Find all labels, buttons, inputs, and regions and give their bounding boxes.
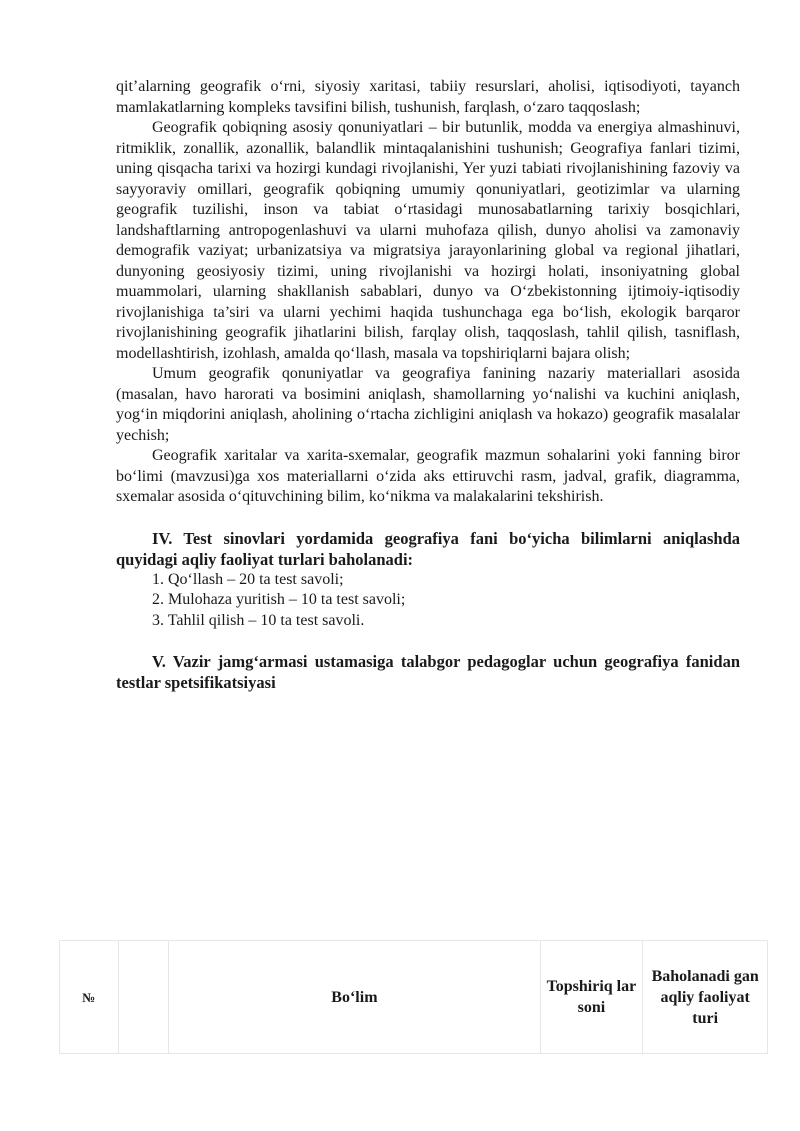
paragraph-maps: Geografik xaritalar va xarita-sxemalar, geografik mazmun sohalarini yoki fanning biror bo‘limi (mavzusi)ga xos materiallarni o‘zida aks ettiruvchi rasm, jadval, grafik, diagramma, sxemalar asosida o‘qituvchining bilim, ko‘nikma va malakalarini tekshirish. [116, 447, 740, 505]
header-section: Bo‘lim [169, 941, 540, 1054]
paragraph-general-laws: Umum geografik qonuniyatlar va geografiya fanining nazariy materiallari asosida (masalan, havo harorati va bosimini aniqlash, shamollarning yo‘nalishi va kuchini aniqlash, yog‘in miqdorini aniqlash, aholining o‘rtacha zichligini aniqlash va hokazo) geografik masalalar yechish; [116, 365, 740, 444]
header-activity-type: Baholanadi gan aqliy faoliyat turi [643, 941, 768, 1054]
list-item: 3. Tahlil qilish – 10 ta test savoli. [152, 611, 365, 629]
header-blank [118, 941, 169, 1054]
paragraph-continuation: qit’alarning geografik o‘rni, siyosiy xaritasi, tabiiy resurslari, aholisi, iqtisodiyoti, tayanch mamlakatlarning kompleks tavsifini bilish, tushunish, farqlash, o‘zaro taqqoslash; [116, 78, 740, 116]
list-item: 2. Mulohaza yuritish – 10 ta test savoli; [152, 591, 406, 608]
table-header-row [60, 941, 768, 1054]
spacer [116, 631, 740, 651]
specification-table [59, 940, 768, 1054]
document-body [116, 77, 740, 693]
header-number: № [60, 941, 119, 1054]
section-4-heading: IV. Test sinovlari yordamida geografiya fani bo‘yicha bilimlarni aniqlashda quyidagi aqliy faoliyat turlari baholanadi: [116, 528, 740, 569]
header-task-count: Topshiriq lar soni [540, 941, 643, 1054]
paragraph-geographic-envelope: Geografik qobiqning asosiy qonuniyatlari – bir butunlik, modda va energiya almashinuvi, ritmiklik, zonallik, azonallik, balandlik mintaqalanishini tushunish; Geografiya fanlari tizimi, uning qisqacha tarixi va hozirgi kundagi rivojlanishi, Yer yuzi tabiati rivojlanishining fazoviy va sayyoraviy omillari, geografik qobiqning umumiy qonuniyatlari, geotizimlar va ularning geografik tuzilishi, inson va tabiat o‘rtasidagi munosabatlarning tarixiy bosqichlari, landshaftlarning antropogenlashuvi va ularni muhofaza qilish, dunyo aholisi va zamonaviy demografik vaziyat; urbanizatsiya va migratsiya jarayonlarining global va regional jihatlari, dunyoning geosiyosiy tizimi, uning rivojlanishi va hozirgi holati, insoniyatning global muammolari, ularning shakllanish sabablari, dunyo va O‘zbekistonning ijtimoiy-iqtisodiy rivojlanishiga ta’siri va ularni yechimi haqida tushunchaga ega bo‘lish, ekologik barqaror rivojlanishining geografik jihatlarini bilish, farqlay olish, taqqoslash, tahlil qilish, tasniflash, modellashtirish, izohlash, amalda qo‘llash, masala va topshiriqlarni bajara olish; [116, 119, 740, 362]
spacer [116, 508, 740, 528]
section-5-heading: V. Vazir jamg‘armasi ustamasiga talabgor pedagoglar uchun geografiya fanidan testlar spetsifikatsiyasi [116, 652, 740, 692]
list-item: 1. Qo‘llash – 20 ta test savoli; [152, 570, 344, 588]
